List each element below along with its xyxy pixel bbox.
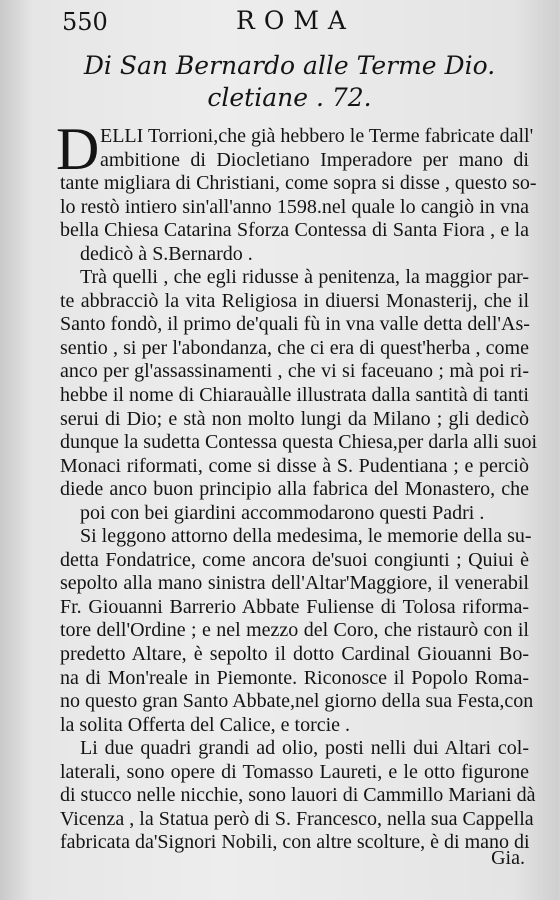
text-line: lo restò intiero sin'all'anno 1598.nel quale lo cangiò in vna <box>60 195 529 218</box>
text-line: ambitione di Diocletiano Imperadore per mano di <box>100 148 529 171</box>
text-line: Vicenza , la Statua però di S. Francesco, nella sua Cappella <box>60 807 534 830</box>
text-line: Trà quelli , che egli ridusse à penitenza, la maggior par- <box>80 266 529 289</box>
text-line: fabricata da'Signori Nobili, con altre scolture, è di mano di <box>60 831 530 854</box>
text-line: serui di Dio; e stà non molto lungi da Milano ; gli dedicò <box>60 407 529 430</box>
text-line: predetto Altare, è sepolto il dotto Cardinal Giouanni Bo- <box>60 643 529 666</box>
text-line: ELLI Torrioni,che già hebbero le Terme fabricate dall' <box>100 125 534 147</box>
text-line: Si leggono attorno della medesima, le memorie della su- <box>80 525 532 548</box>
text-line: Monaci riformati, come si disse à S. Pudentiana ; e perciò <box>60 454 529 477</box>
body-text <box>56 116 538 855</box>
paragraph-3 <box>60 525 534 737</box>
text-line: tante migliara di Christiani, come sopra si disse , questo so- <box>60 172 537 195</box>
text-line: dunque la sudetta Contessa questa Chiesa,per darla alli suoi <box>60 431 538 454</box>
text-line: no questo gran Santo Abbate,nel giorno della sua Festa,con <box>60 690 534 713</box>
text-line: Li due quadri grandi ad olio, posti nelli dui Altari col- <box>80 737 529 760</box>
page-number: 550 <box>62 8 108 36</box>
paragraph-2 <box>60 266 538 525</box>
text-line: diede anco buon principio alla fabrica del Monastero, che <box>60 478 529 501</box>
text-line: detta Fondatrice, come ancora de'suoi congiunti ; Quiui è <box>60 548 529 571</box>
text-line: te abbracciò la vita Religiosa in diuersi Monasterij, che il <box>60 289 529 312</box>
text-line: Santo fondò, il primo de'quali fù in vna valle detta dell'As- <box>60 313 530 336</box>
text-line: Fr. Giouanni Barrerio Abbate Fuliense di Tolosa riforma- <box>60 595 529 618</box>
text-line: bella Chiesa Catarina Sforza Contessa di Santa Fiora , e la <box>60 219 529 242</box>
catchword: Gia. <box>491 847 525 869</box>
text-line: laterali, sono opere di Tomasso Laureti, e le otto figurone <box>60 760 529 783</box>
page-header <box>62 6 519 36</box>
chapter-title-line-1: Di San Bernardo alle Terme Dio. <box>83 51 496 80</box>
paragraph-4 <box>60 737 536 855</box>
text-line: sepolto alla mano sinistra dell'Altar'Maggiore, il venerabil <box>60 572 529 595</box>
paragraph-1 <box>56 116 537 266</box>
text-line: hebbe il nome di Chiarauàlle illustrata dalla santità di tanti <box>60 384 529 407</box>
drop-cap-initial: D <box>56 116 100 182</box>
text-line: tore dell'Ordine ; e nel mezzo del Coro, che ristaurò con il <box>60 619 529 642</box>
text-line: dedicò à S.Bernardo . <box>80 242 253 265</box>
text-line: di stucco nelle nicchie, sono lauori di Cammillo Mariani dà <box>60 784 536 807</box>
chapter-title-line-2: cletiane . 72. <box>207 83 372 112</box>
text-line: poi con bei giardini accommodarono questi Padri . <box>80 501 485 524</box>
text-line: la solita Offerta del Calice, e torcie . <box>60 713 351 736</box>
text-line: sentio , si per l'abondanza, che ci era di quest'herba , come <box>60 336 529 359</box>
running-head: ROMA <box>236 6 355 35</box>
chapter-title <box>60 50 519 114</box>
text-line: na di Mon'reale in Piemonte. Riconosce il Popolo Roma- <box>60 666 529 689</box>
text-line: anco per gl'assassinamenti , che vi si faceuano ; mà poi ri- <box>60 360 529 383</box>
